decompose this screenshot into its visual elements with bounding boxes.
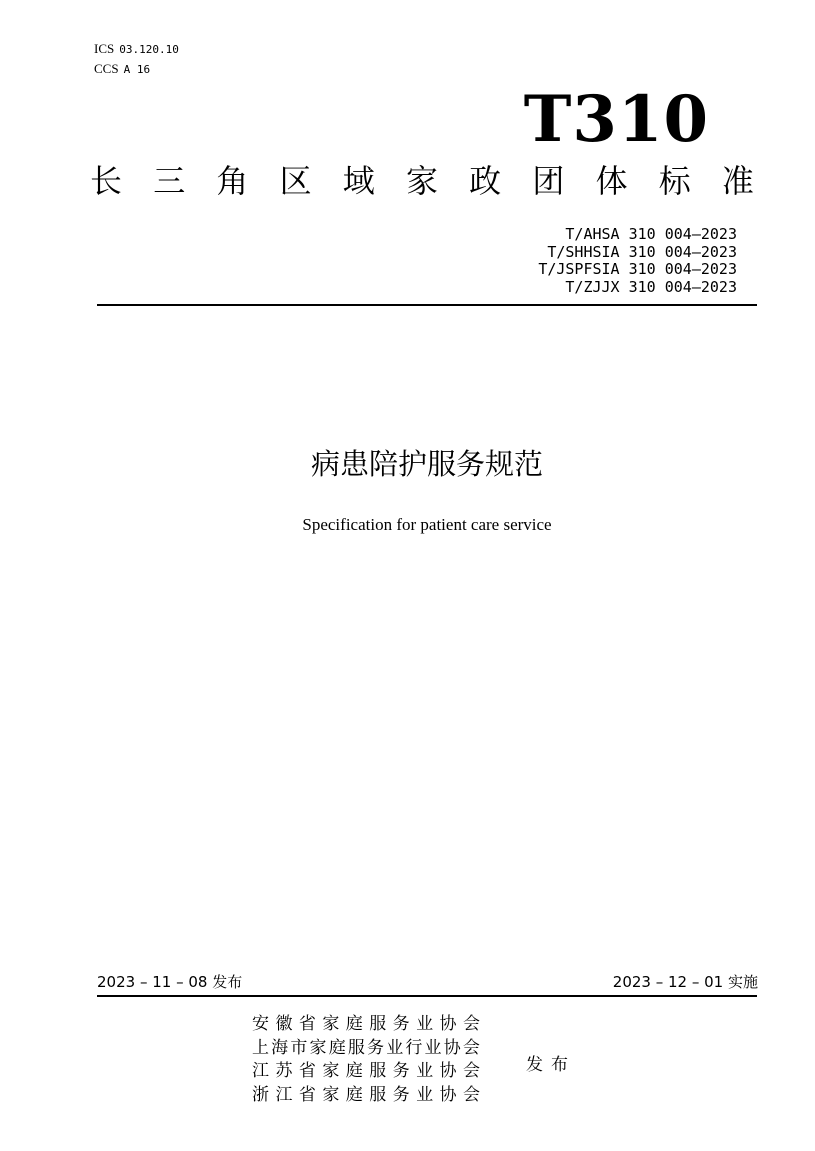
standard-type-char: 团 [532,162,565,200]
implement-date: 2023 – 12 – 01 实施 [612,973,758,991]
standard-type-char: 区 [279,162,312,200]
standard-number: T/AHSA 310 004—2023 [565,225,737,243]
standard-type-char: 家 [405,162,438,200]
document-title-en: Specification for patient care service [302,515,552,534]
issuer-char: 会 [462,1084,480,1105]
issuer-char: 庭 [345,1061,363,1081]
issuer-char: 江 [252,1061,269,1081]
standard-type-char: 政 [469,162,502,200]
issuer-char: 家 [322,1084,340,1105]
issuer-char: 省 [298,1084,316,1105]
issuer-char: 浙 [252,1084,269,1105]
issuer-char: 业 [424,1037,442,1058]
issuer-char: 务 [392,1084,410,1105]
issuer-char: 协 [443,1037,461,1058]
issuer-char: 服 [369,1084,387,1105]
issuer-list [252,1013,480,1107]
standard-numbers [538,226,737,296]
top-divider [97,304,757,306]
ics-code: 03.120.10 [119,43,179,56]
issuer-org [252,1084,480,1108]
issuer-char: 务 [392,1061,410,1081]
issuer-char: 业 [416,1061,434,1081]
issuer-char: 会 [462,1061,480,1081]
standard-type-title [90,158,754,200]
standard-number: T/SHHSIA 310 004—2023 [547,242,737,261]
issuer-char: 服 [369,1014,387,1034]
issuer-char: 安 [252,1014,269,1034]
issuer-char: 协 [439,1014,457,1034]
issuer-org [252,1060,480,1084]
standard-type-char: 准 [721,162,754,200]
issuer-char: 家 [322,1014,340,1034]
ics-label: ICS [94,41,115,56]
issuer-char: 行 [405,1037,423,1058]
standard-type-char: 长 [90,162,123,200]
issuer-org [252,1013,480,1037]
standard-number: T/JSPFSIA 310 004—2023 [538,260,737,278]
bottom-divider [97,995,757,997]
publish-date: 2023 – 11 – 08 发布 [97,973,243,991]
issuer-char: 服 [347,1037,365,1058]
issuer-char: 协 [439,1061,457,1081]
issuer-char: 上 [252,1037,269,1058]
ccs-line [94,62,150,77]
ccs-label: CCS [94,61,119,76]
issuer-char: 务 [367,1037,385,1058]
issuer-char: 省 [298,1061,316,1081]
issuer-char: 江 [275,1084,293,1105]
issuer-char: 海 [271,1037,289,1058]
issuer-char: 徽 [275,1014,293,1034]
standard-logo: T310 [523,82,709,157]
issue-label: 发布 [526,1055,576,1075]
issuer-char: 市 [290,1037,308,1058]
issuer-char: 会 [462,1037,480,1058]
standard-type-char: 角 [216,162,249,200]
issuer-char: 庭 [328,1037,346,1058]
issuer-char: 服 [369,1061,387,1081]
issuer-char: 业 [416,1014,434,1034]
issuer-char: 务 [392,1014,410,1034]
standard-number: T/ZJJX 310 004—2023 [565,277,737,296]
issuer-char: 苏 [275,1061,293,1081]
issuer-char: 业 [416,1084,434,1105]
issuer-char: 家 [322,1061,340,1081]
issuer-char: 庭 [345,1014,363,1034]
issuer-char: 家 [309,1037,327,1058]
standard-type-char: 标 [658,162,691,200]
ccs-code: A 16 [123,63,151,76]
standard-type-char: 三 [153,162,186,200]
issuer-char: 省 [298,1014,316,1034]
issuer-char: 协 [439,1084,457,1105]
issuer-char: 业 [386,1037,404,1058]
issuer-char: 会 [462,1014,480,1034]
issuer-org [252,1037,480,1061]
standard-type-char: 体 [595,162,628,200]
issuer-char: 庭 [345,1084,363,1105]
standard-type-char: 域 [342,162,375,200]
ics-line [94,42,179,57]
document-title-cn: 病患陪护服务规范 [310,447,543,481]
